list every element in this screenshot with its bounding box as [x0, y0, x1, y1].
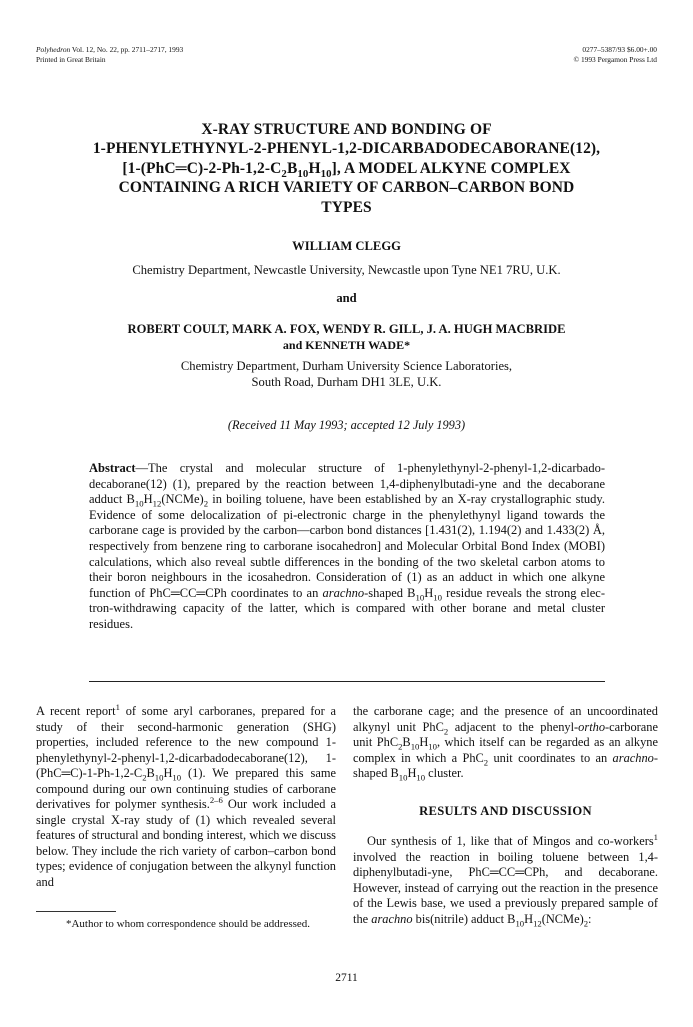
page-number: 2711: [335, 972, 358, 984]
journal-volume-info: Vol. 12, No. 22, pp. 2711–2717, 1993: [70, 45, 184, 54]
copyright: © 1993 Pergamon Press Ltd: [573, 55, 657, 64]
running-header-right: [574, 45, 658, 65]
author-1: WILLIAM CLEGG: [292, 239, 401, 253]
title-line-3: $[1-(PhC═C)-2-Ph-1,2-C_2B_{10}H_{10}]$, A MODEL ALKYNE COMPLEX: [122, 159, 571, 180]
footnote: *Author to whom correspondence should be addressed.: [65, 918, 311, 930]
title-line-2: 1-PHENYLETHYNYL-2-PHENYL-1,2-DICARBADODECABORANE(12),: [92, 140, 601, 158]
intro-paragraph: A recent report$^1$ of some aryl carboranes, prepared for a study of their second-harmonic generation (SHG) properties, included reference to the new compound 1-phenylethynyl-2-phenyl-1,2-dicarbadodecaborane(12), $1-(PhC═C)-1-Ph-1,2-C_2B_{10}H_{10}$ (1). We prepared this same compound during our own continuing studies of carborane derivatives for polymer synthesis.$^{2-6}$ Our work included a single crystal X-ray study of (1) which revealed several features of structural and bonding interest, which we discuss below. They include the rich variety of carbon–carbon bond types; evidence of conjugation between the alkynyl function and: [36, 701, 336, 889]
title-line-5: TYPES: [321, 198, 372, 216]
abstract: [89, 461, 605, 633]
article-title: [40, 120, 653, 217]
authors-2-line-2: and KENNETH WADE*: [282, 338, 411, 352]
and-separator: and: [336, 291, 357, 305]
abstract-body: —The crystal and molecular structure of 1-phenylethynyl-2-phenyl-1,2-dicarbadodecaborane(12) (1), prepared by the reaction between 1,4-diphenylbutadi-yne and the decaborane adduct $B_{10}H_{12}(NCMe)_2$ in boiling toluene, have been established by an X-ray crystallographic study. Evidence of some delocalization of pi-electronic charge in the phenylethynyl ligand towards the carborane cage is provided by the carbon—carbon bond distances [1.431(2), 1.194(2) and 1.433(2) Å, respectively from benzene ring to carborane isocahedron] and Molecular Orbital Bond Index (MOBI) calculations, which also reveal subtle differences in the bonding of the two skeletal carbon atoms to their boron neighbours in the icosahedron. Consideration of (1) as an adduct in which one alkyne function of PhC═CC═CPh coordinates to an arachno-shaped $B_{10}H_{10}$ residue reveals the strong electron-withdrawing capacity of the latter, which is compared with other borane and metal cluster residues.: [89, 461, 605, 631]
results-paragraph: Our synthesis of 1, like that of Mingos and co-workers$^1$ involved the reaction in boiling toluene between 1,4-diphenylbutadi-yne, PhC═CC═CPh, and decaborane. However, instead of carrying out the reaction in the presence of the Lewis base, we used a previously prepared sample of the arachno bis(nitrile) adduct $B_{10}H_{12}(NCMe)_2$:: [353, 831, 658, 928]
left-column: [36, 701, 336, 890]
footnote-divider: [36, 911, 116, 912]
affiliation-1: Chemistry Department, Newcastle University, Newcastle upon Tyne NE1 7RU, U.K.: [132, 263, 561, 277]
title-line-4: CONTAINING A RICH VARIETY OF CARBON–CARBON BOND: [118, 179, 575, 197]
received-dates: (Received 11 May 1993; accepted 12 July 1993): [227, 418, 466, 432]
section-heading: RESULTS AND DISCUSSION: [419, 803, 592, 818]
authors-2-line-1: ROBERT COULT, MARK A. FOX, WENDY R. GILL, J. A. HUGH MACBRIDE: [127, 322, 566, 336]
issn-price: 0277–5387/93 $6.00+.00: [582, 45, 657, 54]
right-column: [353, 704, 658, 927]
affiliation-2-line-2: South Road, Durham DH1 3LE, U.K.: [251, 375, 442, 389]
journal-name: Polyhedron: [36, 45, 71, 54]
printed-in: Printed in Great Britain: [36, 55, 106, 64]
intro-paragraph-continued: the carborane cage; and the presence of an uncoordinated alkynyl unit PhC$_2$ adjacent to the phenyl-ortho-carborane unit $PhC_2B_{10}H_{10}$, which itself can be regarded as an alkyne complex in which a PhC$_2$ unit coordinates to an arachno-shaped $B_{10}H_{10}$ cluster.: [353, 704, 658, 783]
running-header-left: [36, 45, 183, 65]
journal-citation: [36, 45, 183, 55]
abstract-divider: [89, 681, 605, 682]
affiliation-2-line-1: Chemistry Department, Durham University Science Laboratories,: [180, 359, 513, 373]
abstract-label: Abstract: [89, 461, 136, 475]
title-line-1: X-RAY STRUCTURE AND BONDING OF: [201, 121, 492, 138]
